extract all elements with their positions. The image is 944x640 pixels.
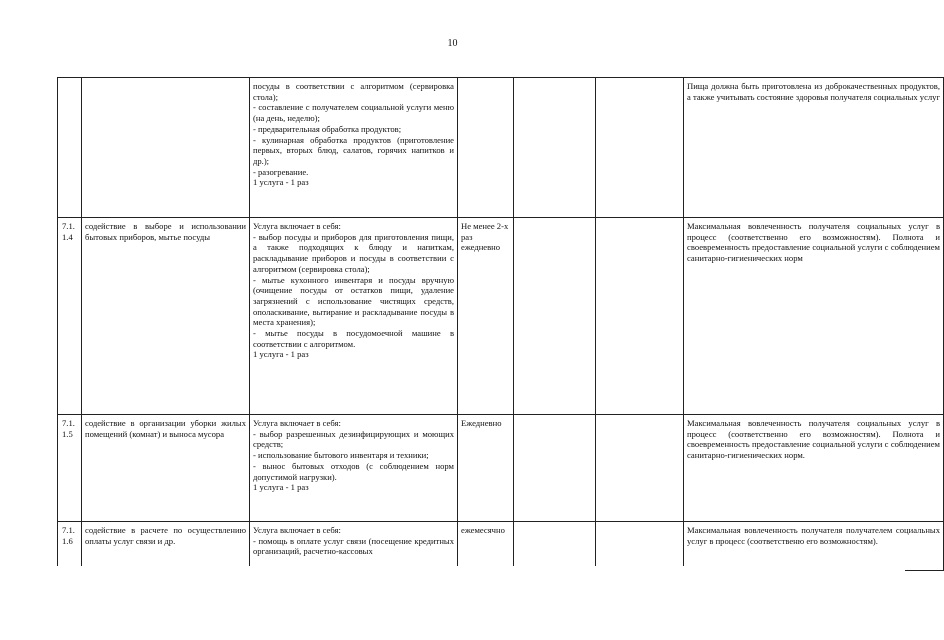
service-description-cell	[250, 522, 458, 571]
description-line: Услуга включает в себя:	[253, 418, 341, 428]
description-line: - помощь в оплате услуг связи (посещение кредитных организаций, расчетно-кассовых	[253, 535, 454, 557]
empty-cell	[514, 415, 596, 522]
table-row	[58, 78, 944, 218]
description-line: - составление с получателем социальной услуги меню (на день, неделю);	[253, 102, 454, 124]
table-row	[58, 522, 944, 571]
description-line: - вынос бытовых отходов (с соблюдением норм допустимой нагрузки).	[253, 460, 454, 482]
service-name-cell	[82, 78, 250, 218]
empty-cell	[596, 78, 684, 218]
description-line: - мытье посуды в посудомоечной машине в соответствии с алгоритмом.	[253, 328, 454, 349]
quality-cell: Максимальная вовлеченность получателя социальных услуг в процесс (соответственно его возможностям). Полнота и своевременность предоставление социальной услуги с соблюдением санитарно-гигиенических норм	[684, 218, 944, 415]
description-line: - использование бытового инвентаря и техники;	[253, 450, 429, 461]
service-number-cell	[58, 78, 82, 218]
description-line: посуды в соответствии с алгоритмом (сервировка стола);	[253, 81, 454, 102]
description-line: Услуга включает в себя:	[253, 221, 341, 231]
service-name-cell: содействие в расчете по осуществлению оплаты услуг связи и др.	[82, 522, 250, 571]
service-description-cell	[250, 415, 458, 522]
description-line: - мытье кухонного инвентаря и посуды вручную (очищение посуды от остатков пищи, удаление загрязнений с использование чистящих средств, ополаскивание, вытирание и раскладывание посуды в места хранения);	[253, 274, 454, 328]
description-line: 1 услуга - 1 раз	[253, 349, 309, 360]
page-number: 10	[447, 38, 458, 49]
empty-cell	[514, 522, 596, 571]
table-row	[58, 415, 944, 522]
empty-cell	[596, 415, 684, 522]
empty-cell	[596, 522, 684, 571]
description-line: 1 услуга - 1 раз	[253, 177, 309, 188]
description-line: - разогревание.	[253, 166, 309, 177]
periodicity-cell	[458, 78, 514, 218]
description-line: - выбор разрешенных дезинфицирующих и моющих средств;	[253, 428, 454, 450]
description-line: Услуга включает в себя:	[253, 525, 341, 535]
service-name-cell: содействие в выборе и использовании бытовых приборов, мытье посуды	[82, 218, 250, 415]
description-line: - кулинарная обработка продуктов (приготовление первых, вторых блюд, салатов, горячих напитков и др.);	[253, 134, 454, 166]
quality-cell: Максимальная вовлеченность получателя социальных услуг в процесс (соответственно его возможностям). Полнота и своевременность предоставление социальной услуги с соблюдением санитарно-гигиенических норм.	[684, 415, 944, 522]
description-line: 1 услуга - 1 раз	[253, 482, 309, 493]
empty-cell	[514, 78, 596, 218]
service-name-cell: содействие в организации уборки жилых помещений (комнат) и выноса мусора	[82, 415, 250, 522]
periodicity-cell: Не менее 2-х раз ежедневно	[458, 218, 514, 415]
periodicity-cell: Ежедневно	[458, 415, 514, 522]
empty-cell	[596, 218, 684, 415]
services-table	[57, 77, 944, 571]
quality-cell: Пища должна быть приготовлена из доброкачественных продуктов, а также учитывать состояние здоровья получателя социальных услуг	[684, 78, 944, 218]
description-line: - выбор посуды и приборов для приготовления пищи, а также подходящих к блюду и напиткам, раскладывание приборов и посуды в соответствии с алгоритмом (сервировка стола);	[253, 231, 454, 274]
service-number-cell: 7.1.1.4	[58, 218, 82, 415]
description-line: - предварительная обработка продуктов;	[253, 123, 402, 134]
empty-cell	[514, 218, 596, 415]
quality-cell: Максимальная вовлеченность получателя получателем социальных услуг в процесс (соответственю его возможностям).	[684, 522, 944, 571]
table-row	[58, 218, 944, 415]
service-number-cell: 7.1.1.6	[58, 522, 82, 571]
periodicity-cell: ежемесячно	[458, 522, 514, 571]
service-description-cell	[250, 218, 458, 415]
service-description-cell	[250, 78, 458, 218]
service-number-cell: 7.1.1.5	[58, 415, 82, 522]
page-bottom-margin	[0, 566, 905, 640]
